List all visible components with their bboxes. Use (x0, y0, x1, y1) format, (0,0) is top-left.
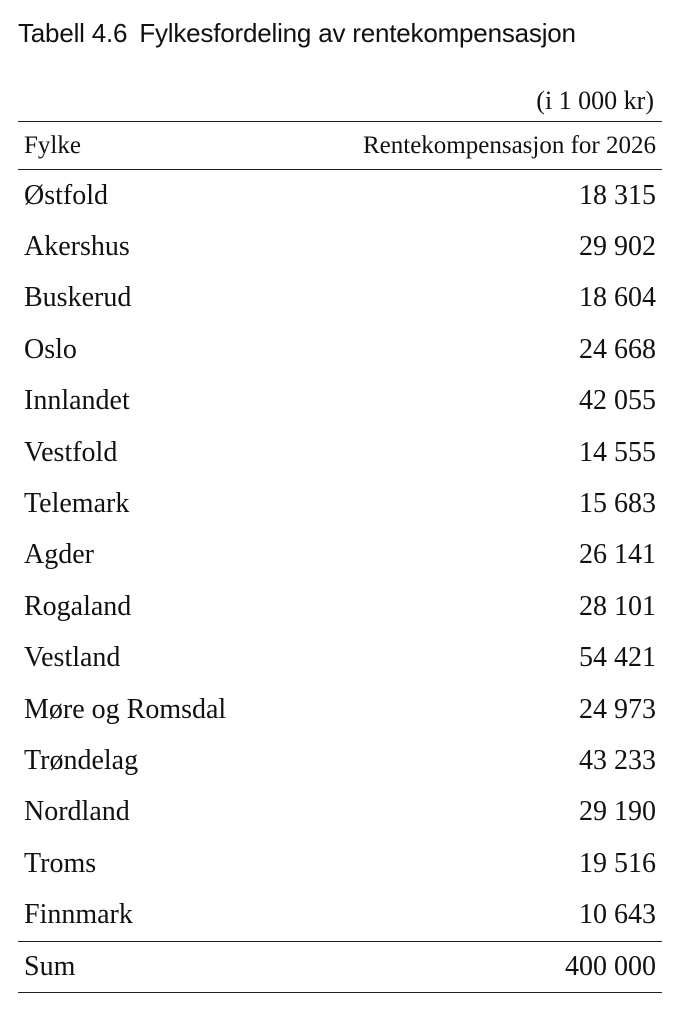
table-row (18, 684, 662, 735)
cell-value: 15 683 (579, 488, 656, 520)
cell-fylke: Akershus (24, 231, 130, 263)
cell-fylke: Vestfold (24, 436, 118, 468)
table-row (18, 633, 662, 684)
table-row (18, 273, 662, 324)
cell-fylke: Finnmark (24, 899, 133, 931)
total-label: Sum (24, 950, 76, 982)
total-row (18, 941, 662, 992)
cell-value: 24 973 (579, 693, 656, 725)
cell-value: 10 643 (579, 899, 656, 931)
cell-value: 26 141 (579, 539, 656, 571)
table-row (18, 170, 662, 222)
cell-fylke: Nordland (24, 796, 130, 828)
table-number: Tabell 4.6 (18, 18, 128, 48)
cell-fylke: Østfold (24, 179, 108, 211)
cell-value: 24 668 (579, 333, 656, 365)
cell-value: 18 315 (579, 179, 656, 211)
table-row (18, 376, 662, 427)
table-row (18, 889, 662, 941)
cell-value: 29 902 (579, 231, 656, 263)
cell-value: 29 190 (579, 796, 656, 828)
table-row (18, 735, 662, 786)
county-distribution-table (18, 121, 662, 993)
table-footer (18, 941, 662, 992)
total-value: 400 000 (565, 950, 656, 982)
cell-value: 18 604 (579, 282, 656, 314)
cell-value: 43 233 (579, 744, 656, 776)
table-row (18, 838, 662, 889)
table-body (18, 170, 662, 942)
cell-fylke: Trøndelag (24, 744, 139, 776)
table-row (18, 581, 662, 632)
table-row (18, 530, 662, 581)
cell-value: 42 055 (579, 385, 656, 417)
table-title: Fylkesfordeling av rentekompensasjon (139, 18, 576, 48)
cell-value: 28 101 (579, 590, 656, 622)
unit-note: (i 1 000 kr) (536, 86, 654, 115)
cell-fylke: Telemark (24, 488, 130, 520)
cell-fylke: Rogaland (24, 590, 132, 622)
cell-value: 19 516 (579, 847, 656, 879)
table-caption (18, 0, 662, 58)
table-header (18, 122, 662, 170)
table-row (18, 478, 662, 529)
header-row (18, 122, 662, 170)
cell-fylke: Vestland (24, 642, 121, 674)
table-row (18, 221, 662, 272)
cell-fylke: Buskerud (24, 282, 132, 314)
cell-value: 14 555 (579, 436, 656, 468)
table-row (18, 787, 662, 838)
cell-fylke: Agder (24, 539, 94, 571)
column-header-rentekompensasjon: Rentekompensasjon for 2026 (362, 131, 656, 159)
cell-fylke: Møre og Romsdal (24, 693, 227, 725)
column-header-fylke: Fylke (24, 131, 81, 159)
cell-fylke: Oslo (24, 333, 77, 365)
table-row (18, 427, 662, 478)
cell-value: 54 421 (579, 642, 656, 674)
cell-fylke: Troms (24, 847, 97, 879)
table-row (18, 324, 662, 375)
cell-fylke: Innlandet (24, 385, 130, 417)
